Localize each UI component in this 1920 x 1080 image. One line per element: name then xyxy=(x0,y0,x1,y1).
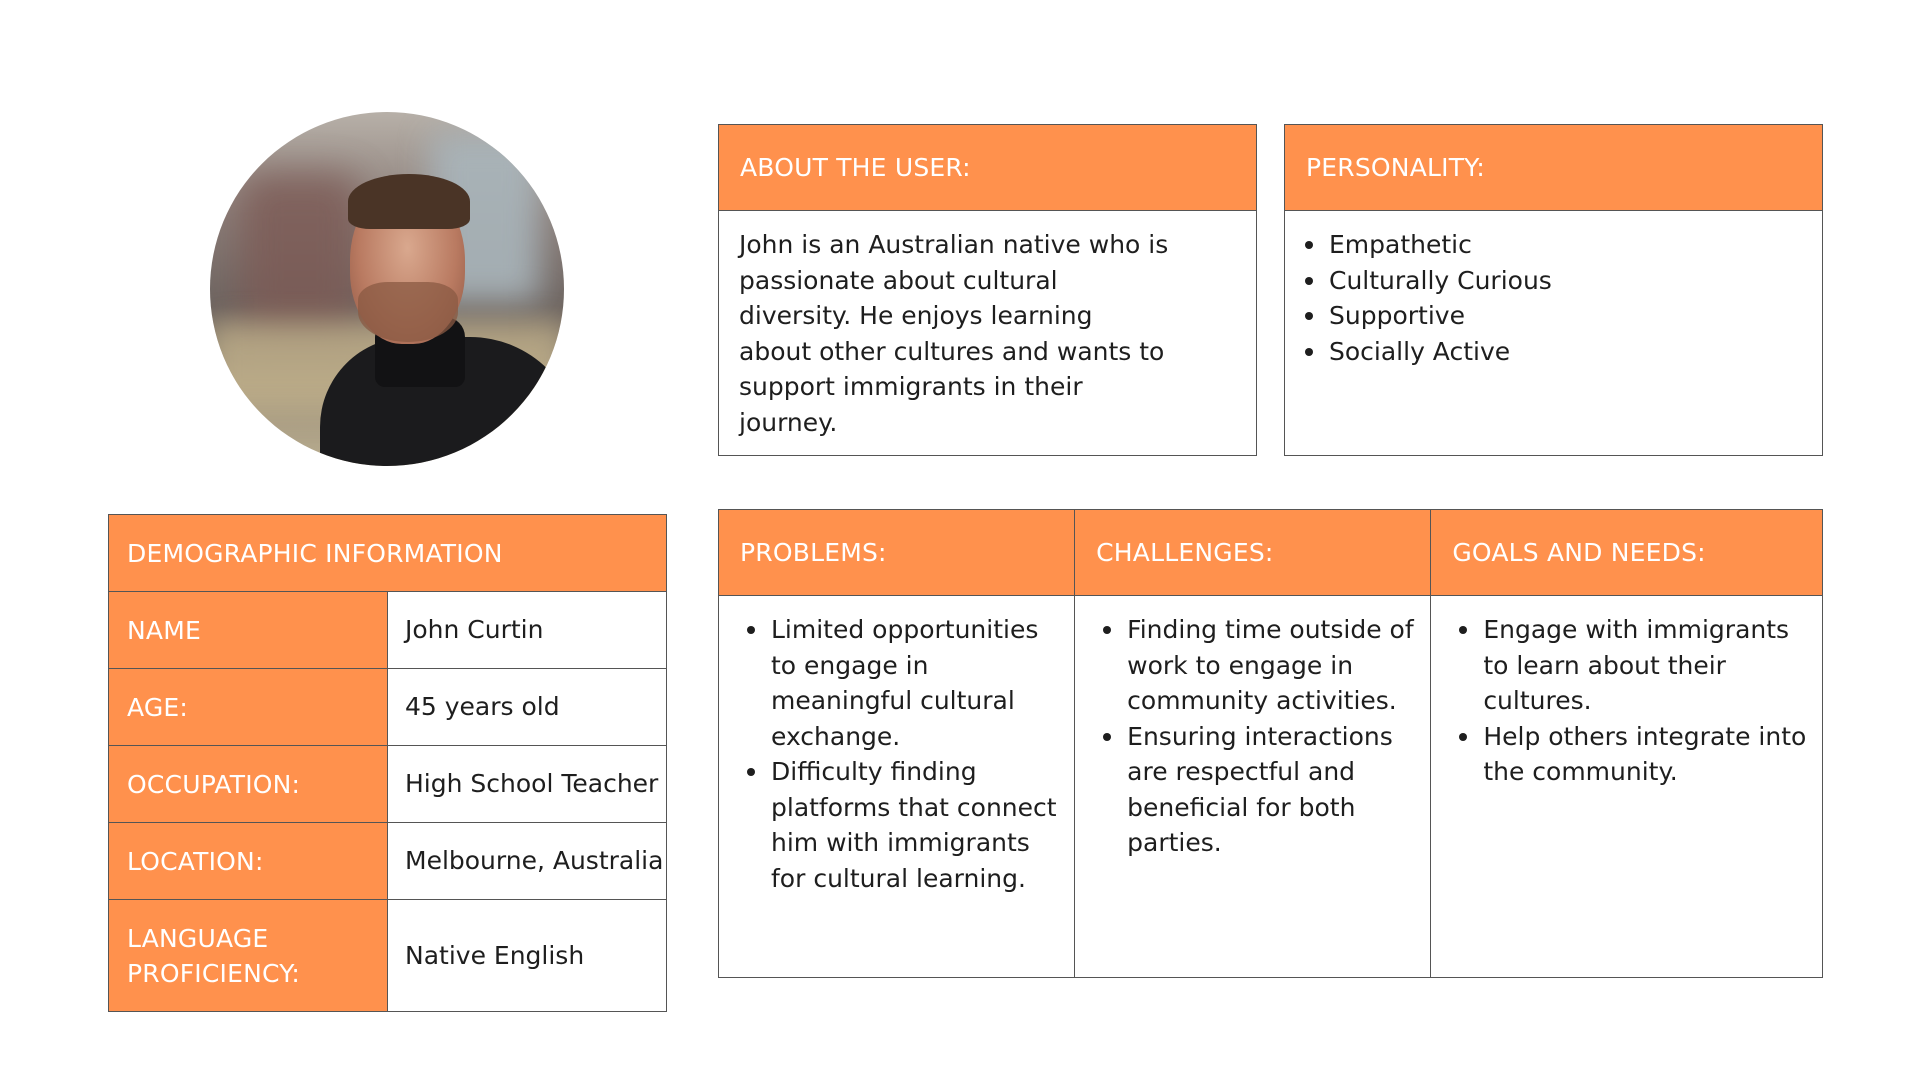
about-user-header xyxy=(719,125,1256,211)
location-label: LOCATION: xyxy=(109,823,388,899)
goals-column xyxy=(1431,510,1822,977)
problems-list xyxy=(719,612,1062,896)
about-user-card xyxy=(718,124,1257,456)
personality-trait: Empathetic xyxy=(1285,227,1802,263)
goals-list xyxy=(1431,612,1810,790)
about-user-title: ABOUT THE USER: xyxy=(740,153,971,182)
demographic-row-location xyxy=(109,823,666,900)
needs-table xyxy=(718,509,1823,978)
demographic-table xyxy=(108,514,667,1012)
challenges-list xyxy=(1075,612,1418,861)
problems-header xyxy=(719,510,1074,596)
about-user-text: John is an Australian native who is passionate about cultural diversity. He enjoys learning about other cultures and wants to support immigrants in their journey. xyxy=(739,230,1169,437)
occupation-value: High School Teacher xyxy=(388,746,666,822)
goal-item: Help others integrate into the community. xyxy=(1431,719,1810,790)
problems-title: PROBLEMS: xyxy=(740,538,887,567)
personality-trait: Supportive xyxy=(1285,298,1802,334)
problem-item: Limited opportunities to engage in meaningful cultural exchange. xyxy=(719,612,1062,754)
demographic-row-occupation xyxy=(109,746,666,823)
user-avatar-photo xyxy=(210,112,564,466)
demographic-row-language xyxy=(109,900,666,1011)
challenges-header xyxy=(1075,510,1430,596)
name-value: John Curtin xyxy=(388,592,666,668)
demographic-title: DEMOGRAPHIC INFORMATION xyxy=(127,538,503,568)
challenge-item: Ensuring interactions are respectful and beneficial for both parties. xyxy=(1075,719,1418,861)
challenges-title: CHALLENGES: xyxy=(1096,538,1274,567)
personality-list xyxy=(1285,227,1802,369)
name-label: NAME xyxy=(109,592,388,668)
occupation-label: OCCUPATION: xyxy=(109,746,388,822)
language-label xyxy=(109,900,388,1011)
problem-item: Difficulty finding platforms that connect him with immigrants for cultural learning. xyxy=(719,754,1062,896)
problems-column xyxy=(719,510,1075,977)
goals-header xyxy=(1431,510,1822,596)
age-value: 45 years old xyxy=(388,669,666,745)
language-value: Native English xyxy=(388,900,666,1011)
personality-trait: Culturally Curious xyxy=(1285,263,1802,299)
demographic-header xyxy=(109,515,666,592)
language-label-line1: LANGUAGE xyxy=(127,923,269,953)
personality-card xyxy=(1284,124,1823,456)
goals-title: GOALS AND NEEDS: xyxy=(1452,538,1706,567)
challenge-item: Finding time outside of work to engage in community activities. xyxy=(1075,612,1418,719)
personality-header xyxy=(1285,125,1822,211)
demographic-row-name xyxy=(109,592,666,669)
demographic-row-age xyxy=(109,669,666,746)
challenges-column xyxy=(1075,510,1431,977)
language-label-line2: PROFICIENCY: xyxy=(127,958,300,988)
location-value: Melbourne, Australia xyxy=(388,823,666,899)
personality-title: PERSONALITY: xyxy=(1306,153,1485,182)
goal-item: Engage with immigrants to learn about their cultures. xyxy=(1431,612,1810,719)
age-label: AGE: xyxy=(109,669,388,745)
personality-trait: Socially Active xyxy=(1285,334,1802,370)
